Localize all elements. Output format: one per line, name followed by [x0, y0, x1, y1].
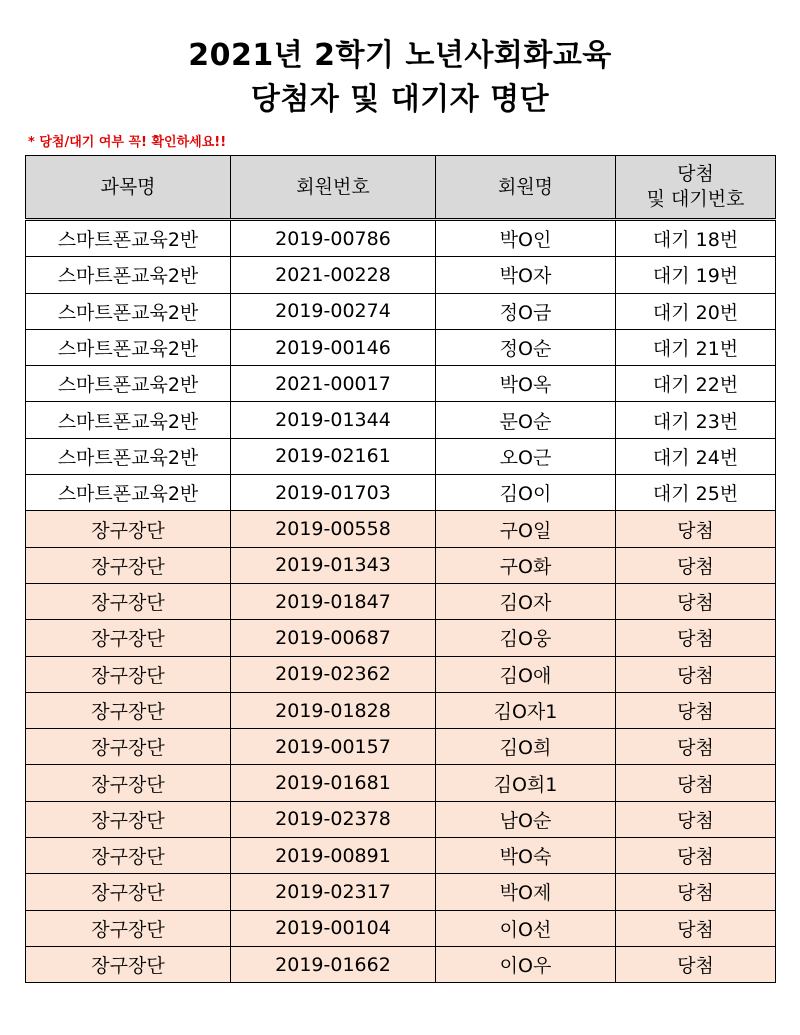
cell-member-no: 2019-00104	[231, 910, 436, 946]
cell-course: 스마트폰교육2반	[26, 366, 231, 402]
cell-member-no: 2019-00891	[231, 838, 436, 874]
cell-result: 대기 18번	[616, 220, 776, 257]
cell-result: 대기 24번	[616, 438, 776, 474]
cell-result: 대기 19번	[616, 257, 776, 293]
table-row	[26, 293, 776, 329]
cell-result: 당첨	[616, 583, 776, 619]
cell-member-name: 김O이	[436, 475, 616, 511]
cell-member-no: 2021-00228	[231, 257, 436, 293]
cell-course: 장구장단	[26, 910, 231, 946]
cell-member-name: 김O자	[436, 583, 616, 619]
cell-member-name: 문O순	[436, 402, 616, 438]
title-line-1: 2021년 2학기 노년사회화교육	[188, 38, 612, 73]
cell-course: 장구장단	[26, 801, 231, 837]
header-row	[26, 156, 776, 220]
cell-member-name: 김O자1	[436, 692, 616, 728]
table-header	[26, 156, 776, 220]
cell-course: 스마트폰교육2반	[26, 220, 231, 257]
cell-course: 장구장단	[26, 547, 231, 583]
table-row	[26, 511, 776, 547]
cell-member-name: 박O제	[436, 874, 616, 910]
table-row	[26, 656, 776, 692]
cell-course: 스마트폰교육2반	[26, 329, 231, 365]
cell-result: 당첨	[616, 874, 776, 910]
cell-member-name: 남O순	[436, 801, 616, 837]
title-line-2: 당첨자 및 대기자 명단	[250, 82, 550, 117]
table-row	[26, 765, 776, 801]
table-row	[26, 620, 776, 656]
header-member-no: 회원번호	[231, 156, 436, 220]
cell-result: 대기 23번	[616, 402, 776, 438]
table-row	[26, 402, 776, 438]
cell-member-no: 2021-00017	[231, 366, 436, 402]
cell-member-no: 2019-01662	[231, 946, 436, 982]
cell-course: 스마트폰교육2반	[26, 257, 231, 293]
cell-course: 장구장단	[26, 765, 231, 801]
cell-result: 당첨	[616, 547, 776, 583]
cell-member-no: 2019-00157	[231, 729, 436, 765]
cell-result: 당첨	[616, 946, 776, 982]
cell-course: 스마트폰교육2반	[26, 475, 231, 511]
cell-course: 장구장단	[26, 656, 231, 692]
cell-member-no: 2019-00786	[231, 220, 436, 257]
cell-member-name: 김O애	[436, 656, 616, 692]
table-row	[26, 910, 776, 946]
table-row	[26, 946, 776, 982]
document-title	[0, 0, 800, 122]
cell-member-name: 정O순	[436, 329, 616, 365]
cell-result: 당첨	[616, 910, 776, 946]
cell-course: 스마트폰교육2반	[26, 293, 231, 329]
cell-member-no: 2019-00687	[231, 620, 436, 656]
table-row	[26, 438, 776, 474]
table-row	[26, 475, 776, 511]
table-row	[26, 801, 776, 837]
cell-result: 당첨	[616, 838, 776, 874]
cell-result: 대기 25번	[616, 475, 776, 511]
table-row	[26, 329, 776, 365]
cell-member-no: 2019-02378	[231, 801, 436, 837]
table-row	[26, 838, 776, 874]
table-row	[26, 220, 776, 257]
cell-member-name: 이O우	[436, 946, 616, 982]
table-row	[26, 366, 776, 402]
cell-course: 스마트폰교육2반	[26, 402, 231, 438]
cell-member-no: 2019-01847	[231, 583, 436, 619]
cell-course: 장구장단	[26, 729, 231, 765]
table-row	[26, 547, 776, 583]
cell-member-name: 정O금	[436, 293, 616, 329]
cell-member-name: 박O자	[436, 257, 616, 293]
cell-result: 대기 22번	[616, 366, 776, 402]
cell-member-name: 구O화	[436, 547, 616, 583]
table-body	[26, 220, 776, 983]
cell-member-name: 박O옥	[436, 366, 616, 402]
cell-course: 장구장단	[26, 946, 231, 982]
table-row	[26, 729, 776, 765]
cell-result: 당첨	[616, 620, 776, 656]
table-row	[26, 257, 776, 293]
cell-member-name: 김O희1	[436, 765, 616, 801]
cell-result: 당첨	[616, 801, 776, 837]
header-result-line-1: 당첨	[677, 163, 714, 185]
cell-result: 대기 20번	[616, 293, 776, 329]
cell-result: 당첨	[616, 692, 776, 728]
header-course: 과목명	[26, 156, 231, 220]
cell-member-no: 2019-01828	[231, 692, 436, 728]
cell-member-no: 2019-00146	[231, 329, 436, 365]
cell-course: 장구장단	[26, 583, 231, 619]
cell-member-no: 2019-01343	[231, 547, 436, 583]
cell-course: 장구장단	[26, 874, 231, 910]
table-row	[26, 583, 776, 619]
cell-member-name: 김O희	[436, 729, 616, 765]
cell-member-no: 2019-02317	[231, 874, 436, 910]
cell-course: 스마트폰교육2반	[26, 438, 231, 474]
cell-member-name: 박O숙	[436, 838, 616, 874]
cell-course: 장구장단	[26, 692, 231, 728]
cell-course: 장구장단	[26, 620, 231, 656]
cell-result: 당첨	[616, 511, 776, 547]
cell-member-no: 2019-01344	[231, 402, 436, 438]
cell-result: 대기 21번	[616, 329, 776, 365]
cell-member-name: 이O선	[436, 910, 616, 946]
cell-member-name: 오O근	[436, 438, 616, 474]
cell-member-no: 2019-02161	[231, 438, 436, 474]
cell-result: 당첨	[616, 656, 776, 692]
cell-result: 당첨	[616, 729, 776, 765]
notice-text: * 당첨/대기 여부 꼭! 확인하세요!!	[28, 135, 227, 150]
header-member-name: 회원명	[436, 156, 616, 220]
cell-member-name: 구O일	[436, 511, 616, 547]
cell-member-name: 박O인	[436, 220, 616, 257]
roster-table	[25, 155, 776, 983]
cell-member-no: 2019-01681	[231, 765, 436, 801]
header-result-line-2: 및 대기번호	[646, 188, 745, 210]
table-row	[26, 874, 776, 910]
cell-member-no: 2019-00558	[231, 511, 436, 547]
cell-member-no: 2019-02362	[231, 656, 436, 692]
header-result	[616, 156, 776, 220]
cell-course: 장구장단	[26, 838, 231, 874]
cell-result: 당첨	[616, 765, 776, 801]
cell-member-no: 2019-00274	[231, 293, 436, 329]
cell-member-name: 김O웅	[436, 620, 616, 656]
cell-course: 장구장단	[26, 511, 231, 547]
cell-member-no: 2019-01703	[231, 475, 436, 511]
table-row	[26, 692, 776, 728]
